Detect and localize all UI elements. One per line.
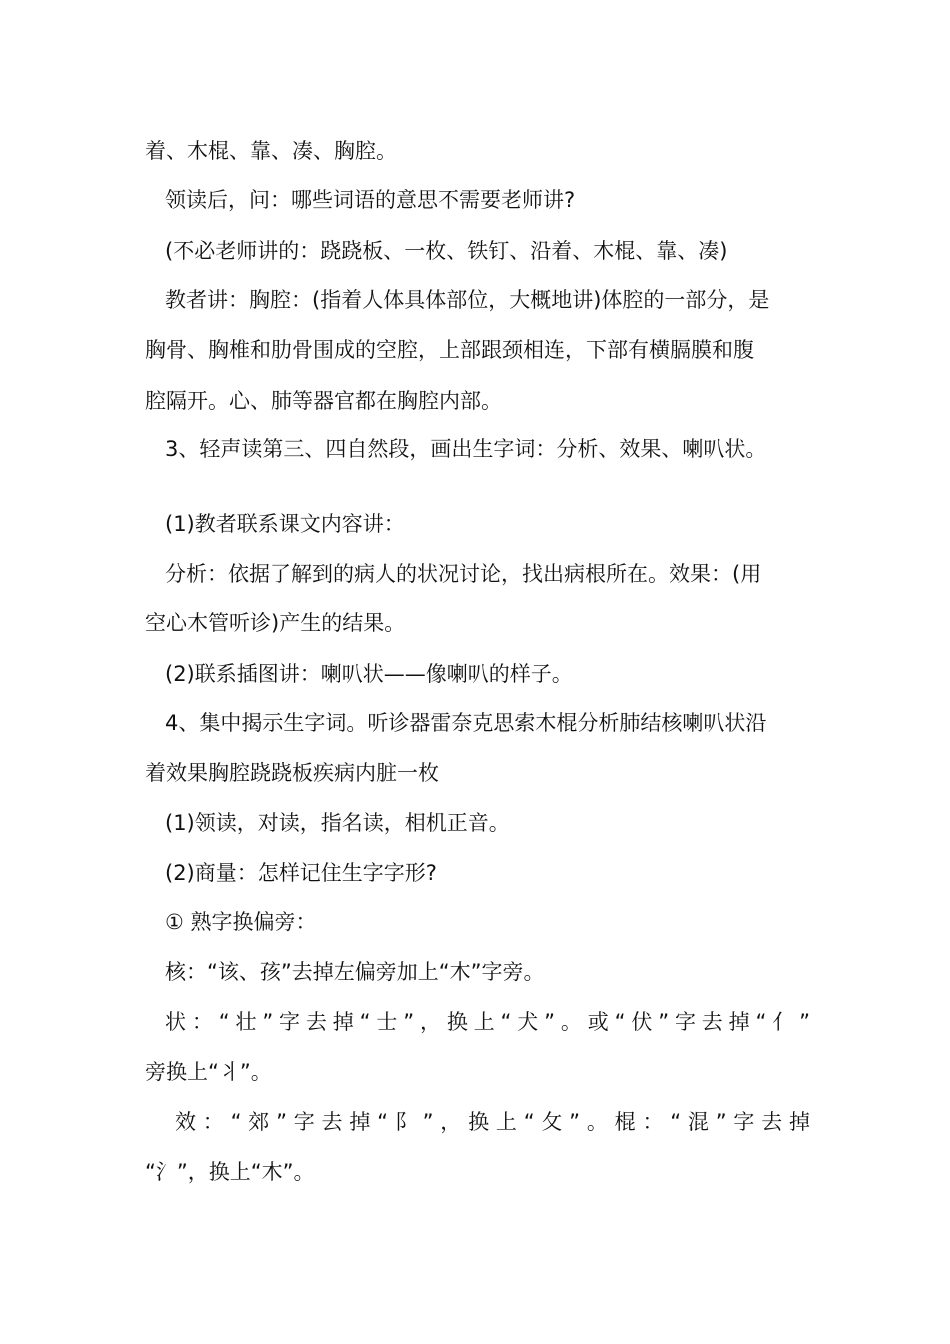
text-line-19: 旁换上“丬”。 xyxy=(145,1060,272,1084)
text-line-2: 领读后，问：哪些词语的意思不需要老师讲? xyxy=(165,188,576,212)
text-line-7: 3、轻声读第三、四自然段，画出生字词：分析、效果、喇叭状。 xyxy=(165,437,767,461)
text-line-20: 效：“郊”字去掉“阝”，换上“攵”。棍：“混”字去掉 xyxy=(175,1110,810,1134)
text-line-13: 着效果胸腔跷跷板疾病内脏一枚 xyxy=(145,761,439,785)
text-line-16: ① 熟字换偏旁： xyxy=(165,910,317,934)
text-line-9: 分析：依据了解到的病人的状况讨论，找出病根所在。效果：(用 xyxy=(165,562,762,586)
text-line-4: 教者讲：胸腔：(指着人体具体部位，大概地讲)体腔的一部分，是 xyxy=(165,288,770,312)
text-line-6: 腔隔开。心、肺等器官都在胸腔内部。 xyxy=(145,389,502,413)
text-line-1: 着、木棍、靠、凑、胸腔。 xyxy=(145,139,397,163)
text-line-10: 空心木管听诊)产生的结果。 xyxy=(145,611,406,635)
text-line-11: (2)联系插图讲：喇叭状——像喇叭的样子。 xyxy=(165,662,573,686)
text-line-14: (1)领读，对读，指名读，相机正音。 xyxy=(165,811,510,835)
text-line-5: 胸骨、胸椎和肋骨围成的空腔，上部跟颈相连，下部有横膈膜和腹 xyxy=(145,338,754,362)
text-line-3: (不必老师讲的：跷跷板、一枚、铁钉、沿着、木棍、靠、凑) xyxy=(165,239,728,263)
text-line-18: 状：“壮”字去掉“士”，换上“犬”。或“伏”字去掉“亻” xyxy=(165,1010,810,1034)
text-line-8: (1)教者联系课文内容讲： xyxy=(165,512,405,536)
text-line-12: 4、集中揭示生字词。听诊器雷奈克思索木棍分析肺结核喇叭状沿 xyxy=(165,711,767,735)
text-line-15: (2)商量：怎样记住生字字形? xyxy=(165,861,437,885)
text-line-21: “氵”，换上“木”。 xyxy=(145,1160,315,1184)
text-line-17: 核：“该、孩”去掉左偏旁加上“木”字旁。 xyxy=(165,960,545,984)
